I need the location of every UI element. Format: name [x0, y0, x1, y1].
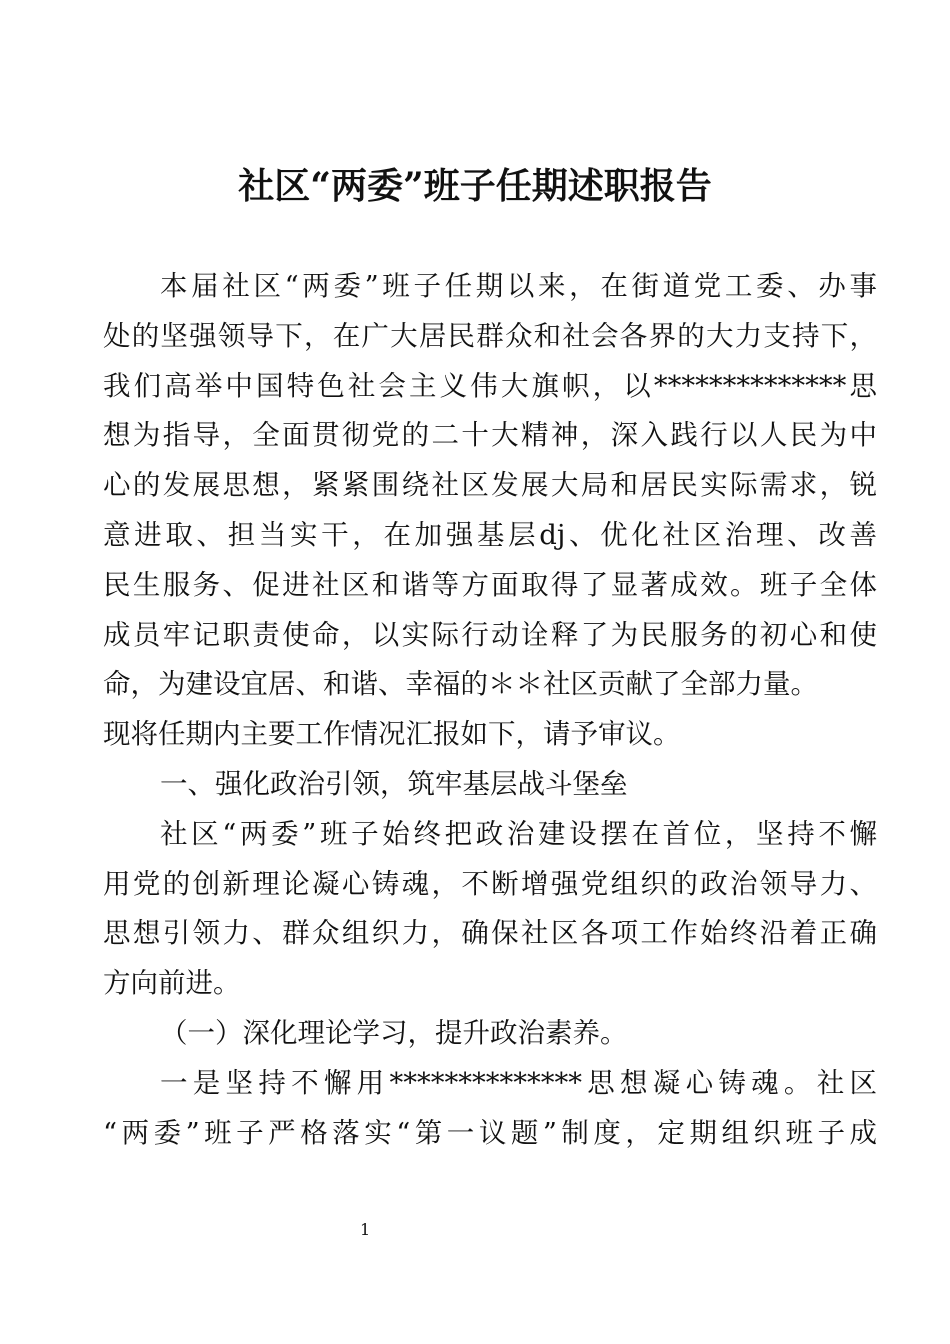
text-line: 心的发展思想，紧紧围绕社区发展大局和居民实际需求，锐: [103, 469, 877, 502]
text-line: （一）深化理论学习，提升政治素养。: [160, 1016, 628, 1049]
text-line: “两委”班子严格落实“第一议题”制度，定期组织班子成: [103, 1116, 877, 1149]
text-line: 意进取、担当实干，在加强基层dj、优化社区治理、改善: [103, 518, 877, 551]
page-number: 1: [360, 1220, 371, 1239]
text-line: 我们高举中国特色社会主义伟大旗帜，以**************思: [103, 369, 877, 402]
text-line: 处的坚强领导下，在广大居民群众和社会各界的大力支持下，: [103, 319, 877, 352]
text-line: 思想引领力、群众组织力，确保社区各项工作始终沿着正确: [103, 917, 877, 950]
text-line: 命，为建设宜居、和谐、幸福的＊＊社区贡献了全部力量。: [103, 668, 818, 701]
document-body: [103, 262, 877, 1158]
text-line: 民生服务、促进社区和谐等方面取得了显著成效。班子全体: [103, 568, 877, 601]
text-line: 一是坚持不懈用**************思想凝心铸魂。社区: [160, 1066, 877, 1099]
text-line: 用党的创新理论凝心铸魂，不断增强党组织的政治领导力、: [103, 867, 877, 900]
text-line: 想为指导，全面贯彻党的二十大精神，深入践行以人民为中: [103, 419, 877, 452]
text-line: 本届社区“两委”班子任期以来，在街道党工委、办事: [160, 270, 877, 302]
document-title: 社区“两委”班子任期述职报告: [238, 165, 712, 207]
text-line: 现将任期内主要工作情况汇报如下，请予审议。: [103, 718, 681, 751]
text-line: 成员牢记职责使命，以实际行动诠释了为民服务的初心和使: [103, 618, 877, 651]
text-line: 一、强化政治引领，筑牢基层战斗堡垒: [160, 767, 628, 800]
text-line: 社区“两委”班子始终把政治建设摆在首位，坚持不懈: [160, 817, 877, 850]
text-line: 方向前进。: [103, 967, 241, 1000]
